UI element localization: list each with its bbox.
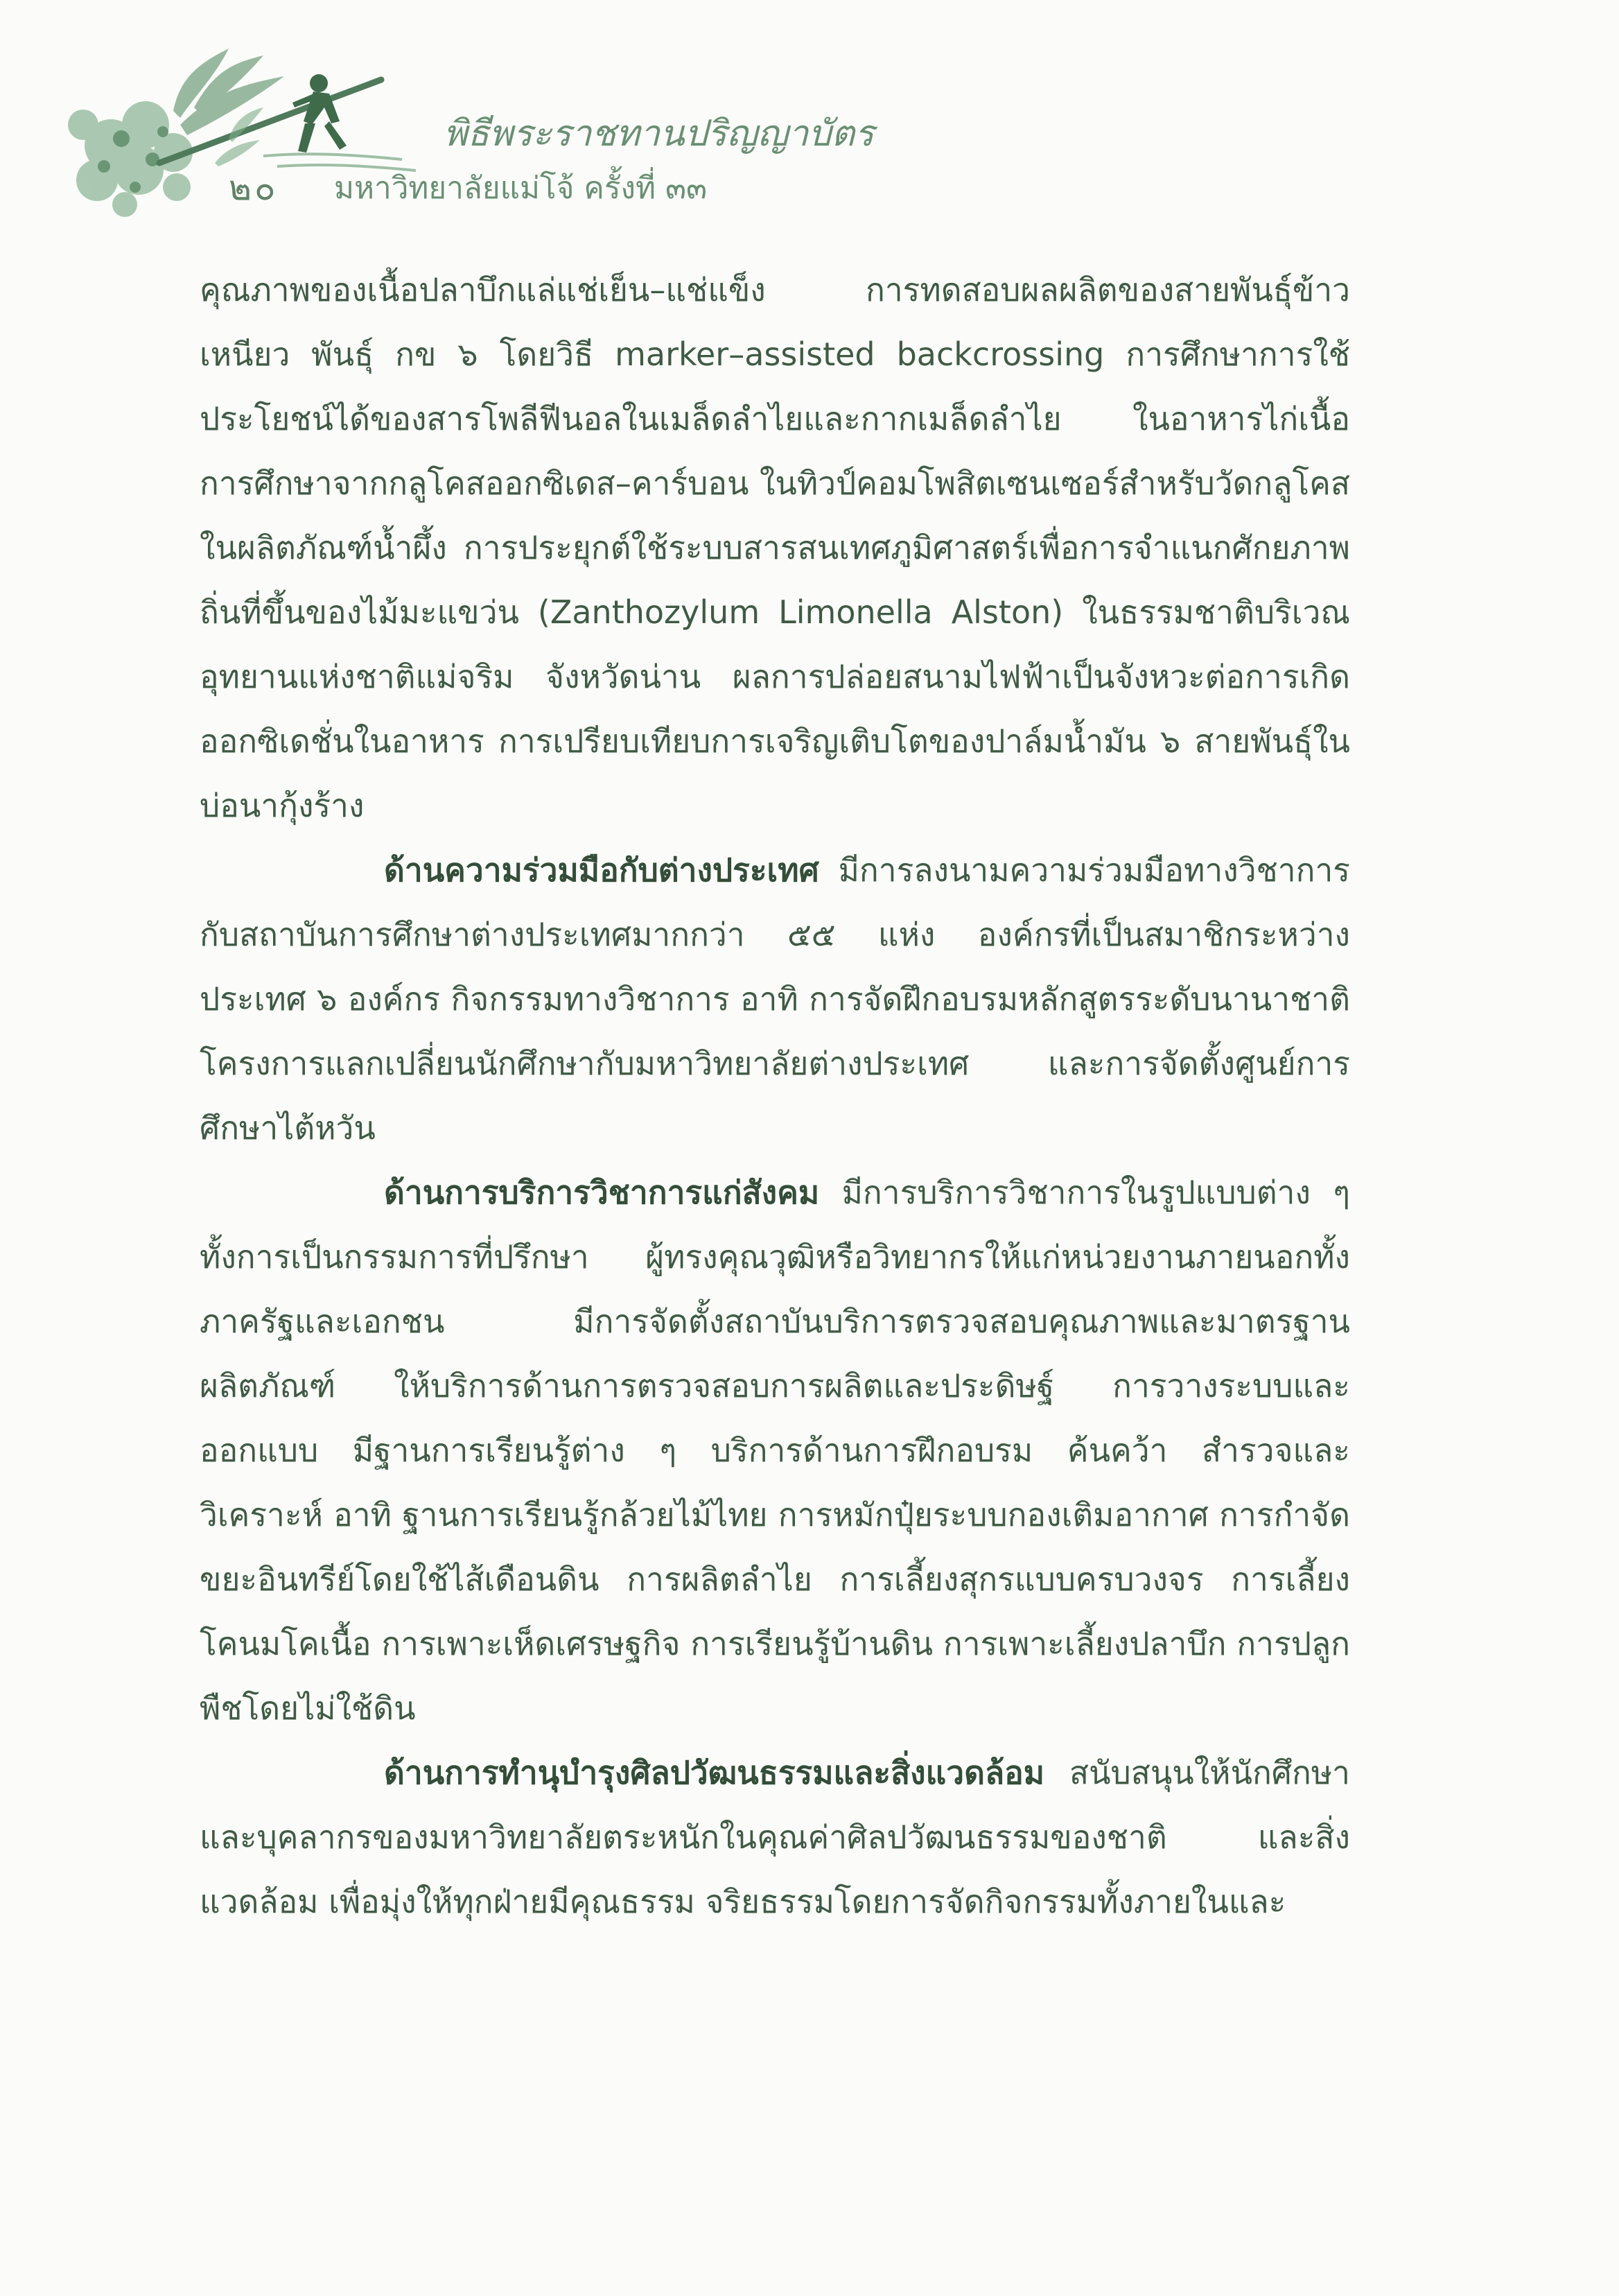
- section-heading: ด้านความร่วมมือกับต่างประเทศ: [384, 851, 819, 889]
- header-subtitle: มหาวิทยาลัยแม่โจ้ ครั้งที่ ๓๓: [334, 171, 708, 206]
- paragraph-text: มีการบริการวิชาการในรูปแบบต่าง ๆ ทั้งการเป็นกรรมการที่ปรึกษา ผู้ทรงคุณวุฒิหรือวิทยากรให้แก่หน่วยงานภายนอกทั้งภาครัฐและเอกชน มีการจัดตั้งสถาบันบริการตรวจสอบคุณภาพและมาตรฐานผลิตภัณฑ์ ให้บริการด้านการตรวจสอบการผลิตและประดิษฐ์ การวางระบบและออกแบบ มีฐานการเรียนรู้ต่าง ๆ บริการด้านการฝึกอบรม ค้นคว้า สำรวจและวิเคราะห์ อาทิ ฐานการเรียนรู้กล้วยไม้ไทย การหมักปุ๋ยระบบกองเติมอากาศ การกำจัดขยะอินทรีย์โดยใช้ไส้เดือนดิน การผลิตลำไย การเลี้ยงสุกรแบบครบวงจร การเลี้ยงโคนมโคเนื้อ การเพาะเห็ดเศรษฐกิจ การเรียนรู้บ้านดิน การเพาะเลี้ยงปลาบึก การปลูกพืชโดยไม่ใช้ดิน: [200, 1174, 1350, 1727]
- paragraph-culture-environment: [200, 1741, 1350, 1934]
- paragraph-research: [200, 258, 1350, 838]
- paragraph-international-cooperation: [200, 838, 1350, 1160]
- paragraph-text: คุณภาพของเนื้อปลาบึกแล่แช่เย็น–แช่แข็ง การทดสอบผลผลิตของสายพันธุ์ข้าวเหนียว พันธุ์ กข ๖ โดยวิธี marker–assisted backcrossing การศึกษาการใช้ประโยชน์ได้ของสารโพลีฟีนอลในเมล็ดลำไยและกากเมล็ดลำไย ในอาหารไก่เนื้อ การศึกษาจากกลูโคสออกซิเดส–คาร์บอน ในทิวป์คอมโพสิตเซนเซอร์สำหรับวัดกลูโคสในผลิตภัณฑ์น้ำผึ้ง การประยุกต์ใช้ระบบสารสนเทศภูมิศาสตร์เพื่อการจำแนกศักยภาพถิ่นที่ขึ้นของไม้มะแขว่น (Zanthozylum Limonella Alston) ในธรรมชาติบริเวณอุทยานแห่งชาติแม่จริม จังหวัดน่าน ผลการปล่อยสนามไฟฟ้าเป็นจังหวะต่อการเกิดออกซิเดชั่นในอาหาร การเปรียบเทียบการเจริญเติบโตของปาล์มน้ำมัน ๖ สายพันธุ์ในบ่อนากุ้งร้าง: [200, 271, 1350, 824]
- paragraph-text: สนับสนุนให้นักศึกษาและบุคลากรของมหาวิทยาลัยตระหนักในคุณค่าศิลปวัฒนธรรมของชาติ และสิ่งแวดล้อม เพื่อมุ่งให้ทุกฝ่ายมีคุณธรรม จริยธรรมโดยการจัดกิจกรรมทั้งภายในและ: [200, 1754, 1350, 1920]
- section-heading: ด้านการทำนุบำรุงศิลปวัฒนธรรมและสิ่งแวดล้อม: [384, 1754, 1045, 1791]
- header-title: พิธีพระราชทานปริญญาบัตร: [444, 113, 875, 155]
- body-text: [200, 258, 1350, 1934]
- page-number: ๒๐: [229, 168, 279, 208]
- paragraph-text: มีการลงนามความร่วมมือทางวิชาการกับสถาบันการศึกษาต่างประเทศมากกว่า ๕๕ แห่ง องค์กรที่เป็นสมาชิกระหว่างประเทศ ๖ องค์กร กิจกรรมทางวิชาการ อาทิ การจัดฝึกอบรมหลักสูตรระดับนานาชาติ โครงการแลกเปลี่ยนนักศึกษากับมหาวิทยาลัยต่างประเทศ และการจัดตั้งศูนย์การศึกษาไต้หวัน: [200, 851, 1350, 1147]
- section-heading: ด้านการบริการวิชาการแก่สังคม: [384, 1174, 820, 1211]
- paragraph-academic-service: [200, 1160, 1350, 1741]
